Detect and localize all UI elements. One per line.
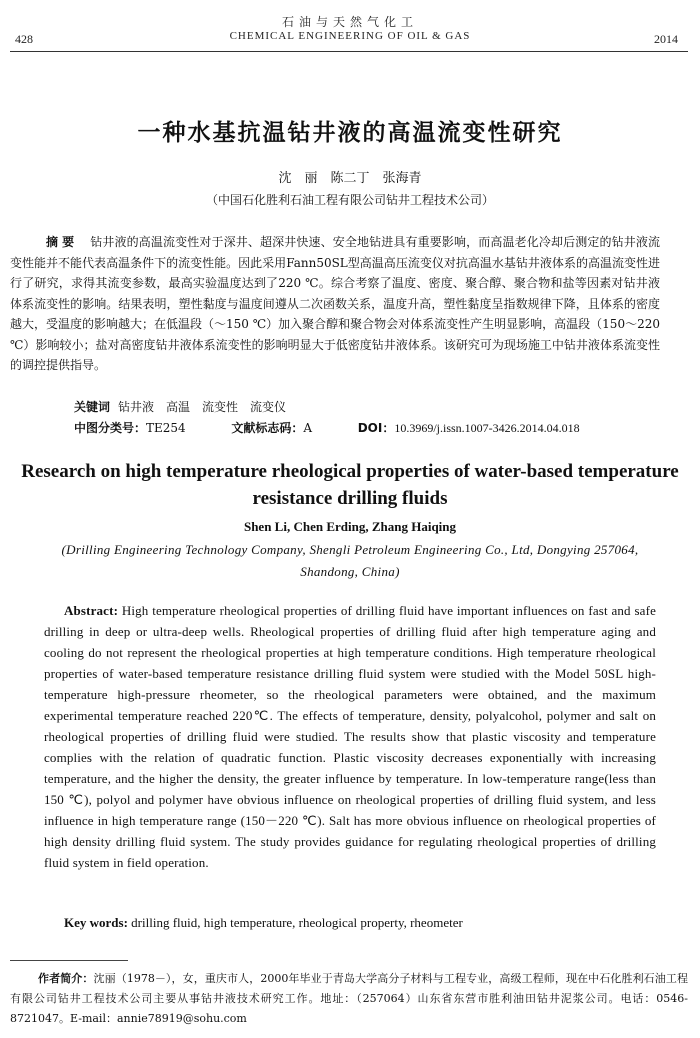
paper-title-cn: 一种水基抗温钻井液的高温流变性研究 [137, 120, 563, 146]
authors-en: Shen Li, Chen Erding, Zhang Haiqing [243, 519, 457, 534]
doc-code-label: 文献标志码： [231, 421, 304, 435]
doi-label: DOI： [357, 421, 395, 435]
keywords-en [64, 915, 463, 931]
abstract-en-text: High temperature rheological properties of drilling fluid have important influences on fast and safe drilling in deep or ultra-deep wells. Rheological properties of drilling fluid after high temperature aging and cooling do not represent the rheological properties at high temperature conditions. High temperature rheological properties of water-based temperature resistance drilling fluid system were studied with the Model 50SL high-temperature high-pressure rheometer, so the rheological parameters were obtained, and the maximum experimental temperature reached 220℃. The effects of temperature, density, polyalcohol, polymer and salt on rheological properties of drilling fluid were studied. The results show that plastic viscosity and temperature complies with the relation of quadratic function. Plastic viscosity decreases exponentially with increasing temperature, and the higher the density, the greater influence by temperature. In low-temperature range(less than 150 ℃), polyol and polymer have obvious influence on rheological properties of drilling fluid system, and less influence in high temperature range (150－220 ℃). Salt has more obvious influence on rheological properties of high density drilling fluid system. The study provides guidance for regulating rheological properties of drilling fluid system in field operation. [44, 603, 656, 870]
keywords-en-value: drilling fluid, high temperature, rheological property, rheometer [131, 915, 463, 930]
footnote-label: 作者简介： [38, 972, 94, 985]
abstract-en-label: Abstract: [64, 603, 119, 618]
keywords-en-label: Key words: [64, 915, 128, 930]
affiliation-cn: （中国石化胜利石油工程有限公司钻井工程技术公司） [205, 193, 494, 207]
clc-value: TE254 [146, 421, 186, 435]
publication-year: 2014 [654, 32, 678, 46]
affiliation-en: (Drilling Engineering Technology Company, Shengli Petroleum Engineering Co., Ltd, Dongying 257064, Shandong, China) [61, 542, 639, 579]
journal-title-en: CHEMICAL ENGINEERING OF OIL & GAS [229, 30, 471, 42]
keywords-cn-value: 钻井液 高温 流变性 流变仪 [118, 400, 287, 414]
page-number: 428 [15, 32, 33, 46]
abstract-cn-text: 钻井液的高温流变性对于深井、超深井快速、安全地钻进具有重要影响，而高温老化冷却后测定的钻井液流变性能并不能代表高温条件下的流变性能。因此采用Fann50SL型高温高压流变仪对抗高温水基钻井液体系的高温流变性进行了研究，求得其流变参数，最高实验温度达到了220 ℃。综合考察了温度、密度、聚合醇、聚合物和盐等因素对钻井液体系流变性的影响。结果表明，塑性黏度与温度间遵从二次函数关系，温度升高，塑性黏度呈指数规律下降，且体系的密度越大，受温度的影响越大；在低温段（～150 ℃）加入聚合醇和聚合物会对体系流变性产生明显影响，高温段（150～220 ℃）影响较小；盐对高密度钻井液体系流变性的影响明显大于低密度钻井液体系。该研究可为现场施工中钻井液体系流变性的调控提供指导。 [10, 235, 660, 372]
author-footnote [10, 969, 688, 1029]
journal-title-cn: 石油与天然气化工 [281, 15, 418, 29]
header-divider [10, 51, 688, 52]
footnote-text: 沈丽（1978－），女，重庆市人，2000年毕业于青岛大学高分子材料与工程专业，高级工程师，现在中石化胜利石油工程有限公司钻井工程技术公司主要从事钻井液技术研究工作。地址：（257064）山东省东营市胜利油田钻井泥浆公司。电话：0546-8721047。E-mail：annie78919@sohu.com [10, 972, 688, 1025]
doc-code-value: A [303, 421, 313, 435]
abstract-en [44, 600, 656, 873]
keywords-cn-label: 关键词 [74, 400, 111, 414]
paper-title-en: Research on high temperature rheological properties of water-based temperature resistance drilling fluids [21, 461, 679, 509]
doi-value: 10.3969/j.issn.1007-3426.2014.04.018 [394, 421, 580, 435]
clc-label: 中图分类号： [74, 421, 147, 435]
classification-line [74, 419, 580, 436]
abstract-cn [10, 232, 660, 376]
abstract-cn-label: 摘要 [46, 235, 79, 249]
authors-cn: 沈 丽 陈二丁 张海青 [278, 171, 422, 186]
keywords-cn [74, 398, 286, 415]
footnote-divider [10, 960, 128, 961]
